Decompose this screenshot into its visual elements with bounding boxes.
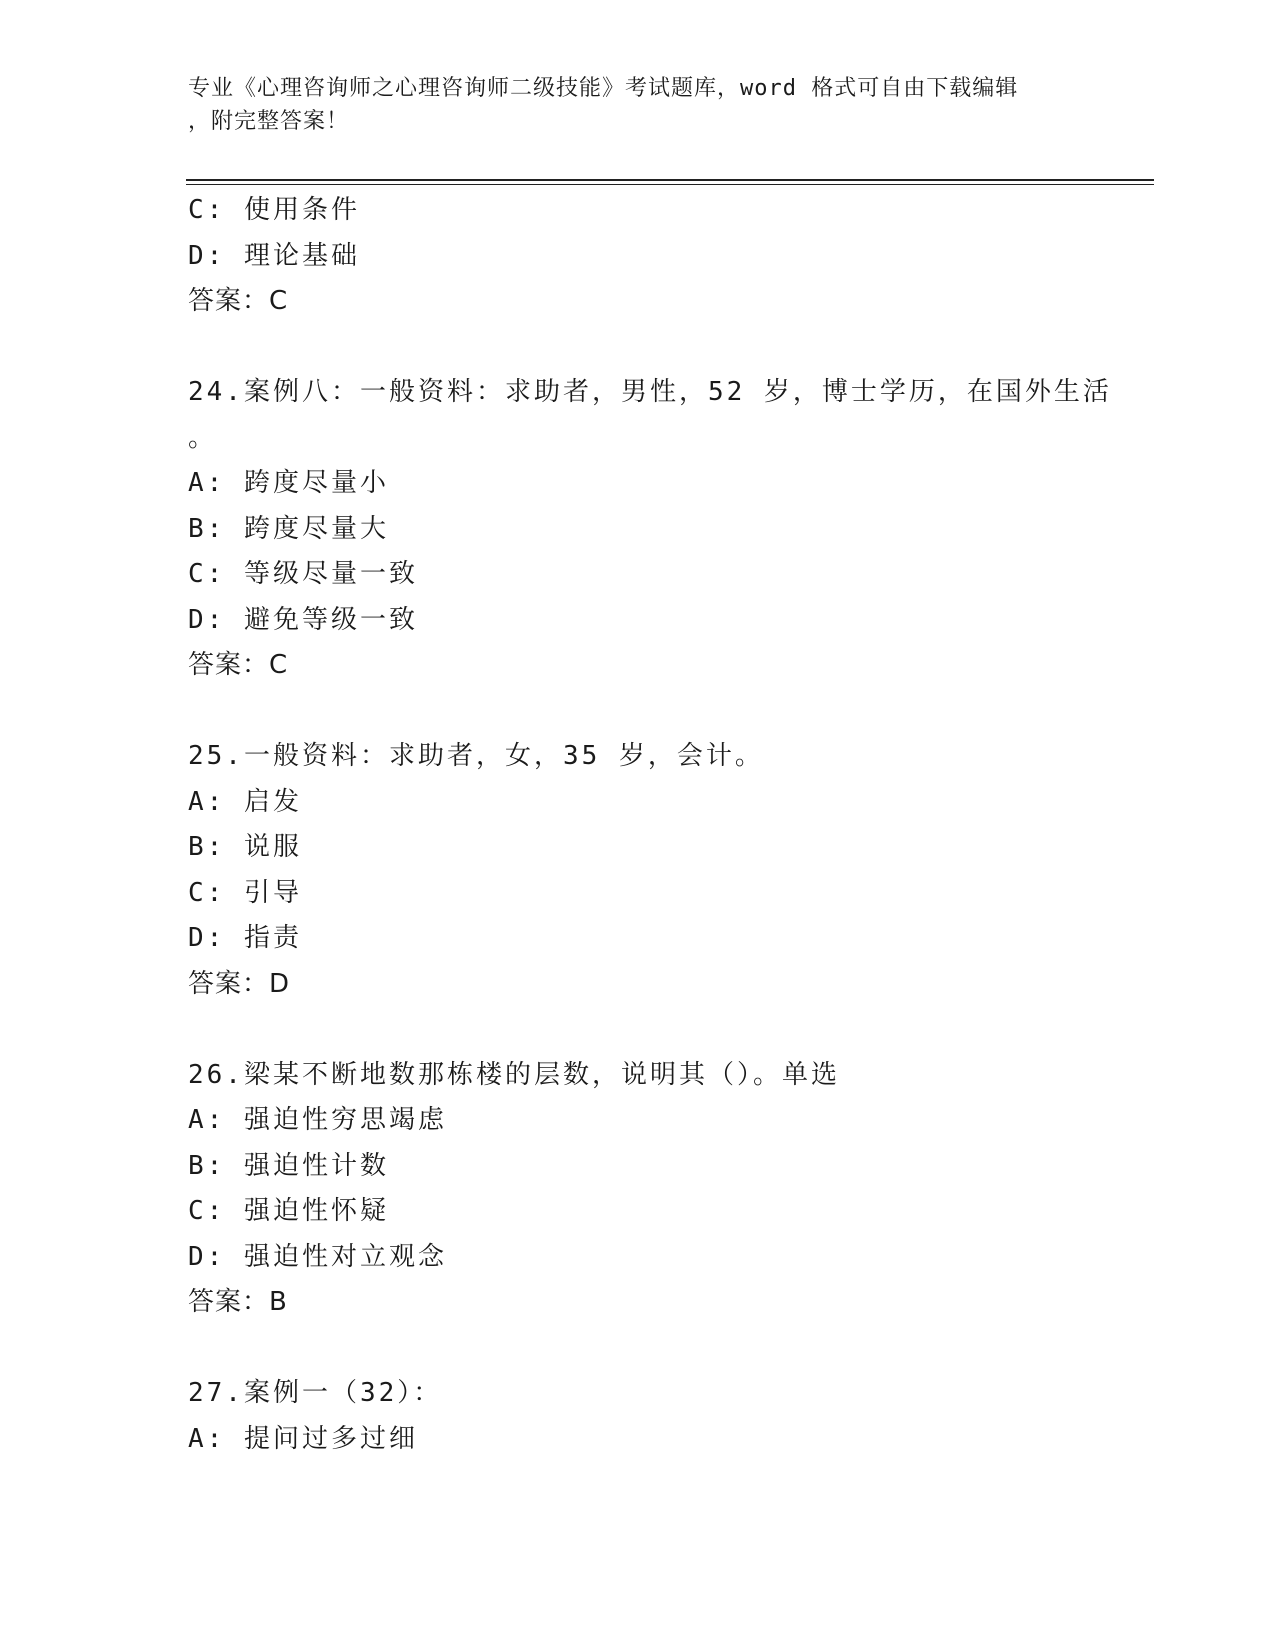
question-block-27 — [188, 1371, 1088, 1462]
question-stem: 24.案例八：一般资料：求助者，男性，52 岁，博士学历，在国外生活 — [188, 377, 1112, 407]
option-d: D: 理论基础 — [188, 240, 360, 271]
option-b: B: 强迫性计数 — [188, 1150, 389, 1181]
header-title-line-1: 专业《心理咨询师之心理咨询师二级技能》考试题库，word 格式可自由下载编辑 — [188, 76, 1019, 101]
question-block-26 — [188, 1053, 1088, 1326]
option-c: C: 等级尽量一致 — [188, 559, 418, 589]
spacer — [188, 325, 1088, 371]
option-b: B: 跨度尽量大 — [188, 513, 389, 544]
answer-line: 答案：C — [188, 650, 289, 680]
option-d: D: 强迫性对立观念 — [188, 1241, 447, 1272]
option-a: A: 跨度尽量小 — [188, 468, 389, 498]
option-a: A: 强迫性穷思竭虑 — [188, 1105, 447, 1135]
option-d: D: 指责 — [188, 923, 302, 953]
answer-line: 答案：C — [188, 286, 289, 316]
option-a: A: 启发 — [188, 786, 302, 817]
option-d: D: 避免等级一致 — [188, 604, 418, 635]
question-block-previous — [188, 188, 1088, 325]
spacer — [188, 1326, 1088, 1372]
question-stem: 26.梁某不断地数那栋楼的层数，说明其（）。单选 — [188, 1059, 840, 1090]
option-b: B: 说服 — [188, 832, 302, 862]
option-c: C: 引导 — [188, 877, 302, 908]
option-c: C: 使用条件 — [188, 195, 360, 225]
question-stem: 27.案例一（32）： — [188, 1378, 443, 1408]
page-header — [188, 72, 1088, 138]
spacer — [188, 689, 1088, 735]
header-divider-thick — [186, 179, 1154, 181]
question-stem: 25.一般资料：求助者，女，35 岁，会计。 — [188, 741, 764, 771]
option-c: C: 强迫性怀疑 — [188, 1196, 389, 1226]
spacer — [188, 1007, 1088, 1053]
question-list — [188, 188, 1112, 1462]
question-stem-continued: 。 — [188, 422, 218, 453]
option-a: A: 提问过多过细 — [188, 1423, 418, 1454]
question-block-25 — [188, 734, 1088, 1007]
answer-line: 答案：D — [188, 968, 291, 999]
question-block-24 — [188, 370, 1112, 689]
header-title-line-2: ，附完整答案！ — [188, 109, 350, 134]
answer-line: 答案：B — [188, 1287, 288, 1317]
header-divider-thin — [186, 184, 1154, 185]
